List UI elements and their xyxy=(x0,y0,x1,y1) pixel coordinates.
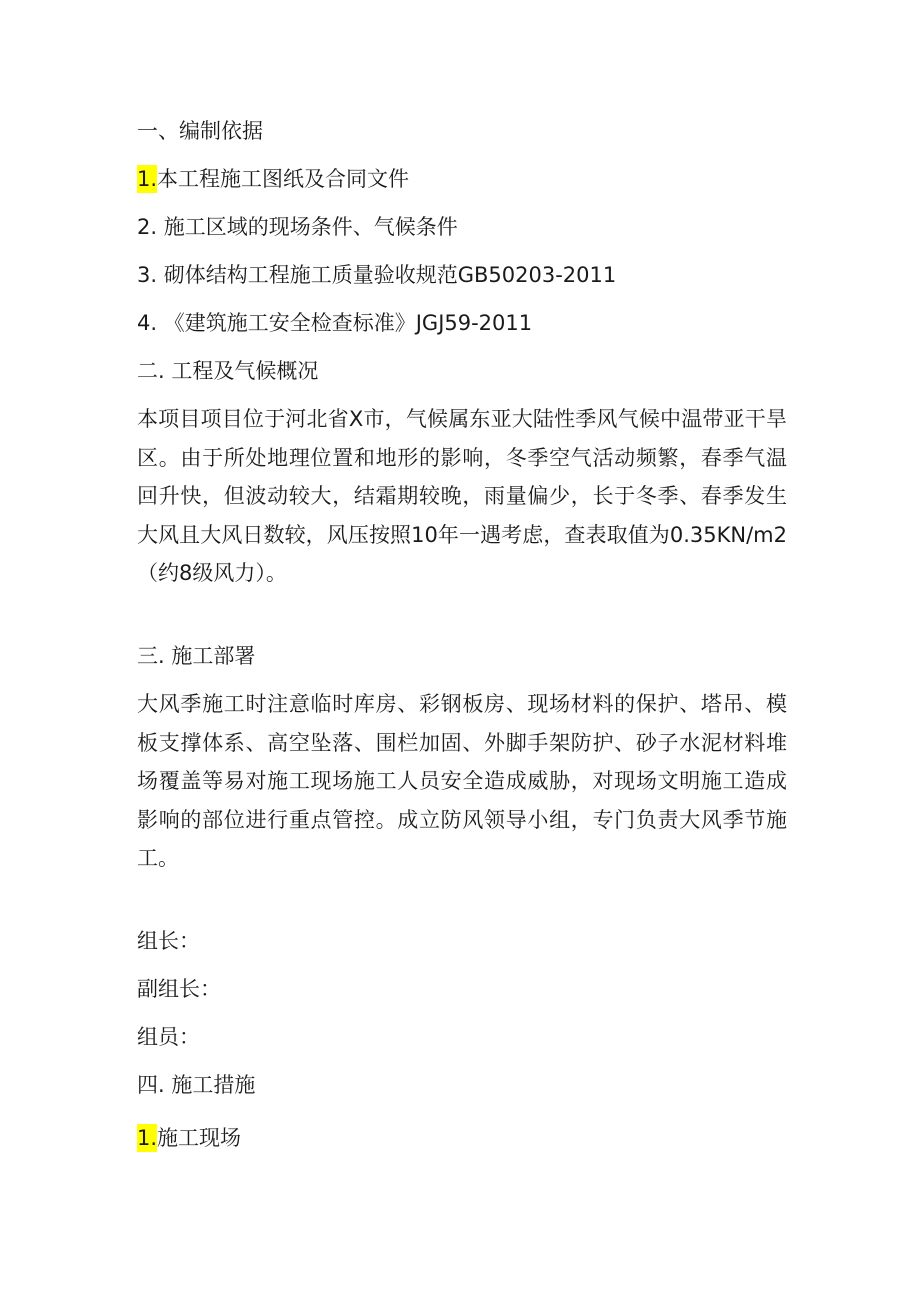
section-heading-overview: 二. 工程及气候概况 xyxy=(137,359,319,383)
item-number-highlighted: 1. xyxy=(137,1126,158,1150)
basis-item-text: 本工程施工图纸及合同文件 xyxy=(157,167,410,191)
overview-paragraph: 本项目项目位于河北省X市，气候属东亚大陆性季风气候中温带亚干旱区。由于所处地理位置和地形的影响，冬季空气活动频繁，春季气温回升快，但波动较大，结霜期较晚，雨量偏少，长于冬季、春季发生大风且大风日数较，风压按照10年一遇考虑，查表取值为0.35KN/m2（约8级风力）。 xyxy=(137,407,787,585)
basis-item-text: . 砌体结构工程施工质量验收规范GB50203-2011 xyxy=(150,263,617,287)
basis-item-text: . 《建筑施工安全检查标准》JGJ59-2011 xyxy=(150,311,533,335)
team-deputy-label: 副组长： xyxy=(137,977,221,1001)
item-number-highlighted: 1. xyxy=(137,167,158,191)
item-number: 3 xyxy=(137,263,151,287)
basis-item-2 xyxy=(137,213,458,241)
deployment-paragraph: 大风季施工时注意临时库房、彩钢板房、现场材料的保护、塔吊、模板支撑体系、高空坠落、围栏加固、外脚手架防护、砂子水泥材料堆场覆盖等易对施工现场施工人员安全造成威胁，对现场文明施工造成影响的部位进行重点管控。成立防风领导小组，专门负责大风季节施工。 xyxy=(137,692,787,870)
item-number: 4 xyxy=(137,311,151,335)
section-heading-measures: 四. 施工措施 xyxy=(137,1073,256,1097)
measures-item-1 xyxy=(137,1124,241,1152)
section-heading-deployment: 三. 施工部署 xyxy=(137,644,256,668)
item-number: 2 xyxy=(137,215,151,239)
team-leader-label: 组长： xyxy=(137,929,200,953)
section-heading-basis: 一、编制依据 xyxy=(137,119,263,143)
team-members-label: 组员： xyxy=(137,1025,200,1049)
basis-item-3 xyxy=(137,261,616,289)
basis-item-4 xyxy=(137,309,532,337)
basis-item-1 xyxy=(137,165,409,193)
measures-item-text: 施工现场 xyxy=(157,1126,242,1150)
basis-item-text: . 施工区域的现场条件、气候条件 xyxy=(150,215,458,239)
